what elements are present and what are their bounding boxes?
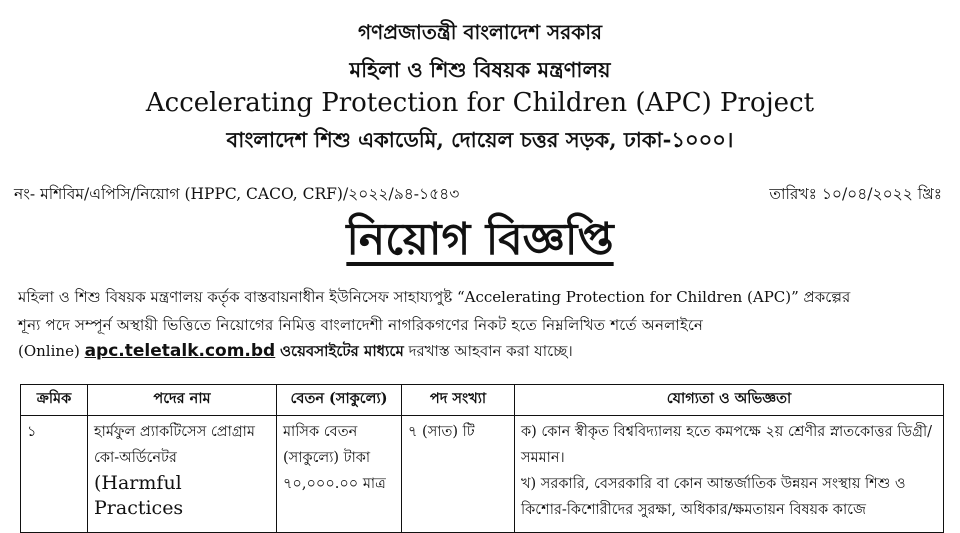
notice-headline (0, 206, 960, 279)
headline-text: নিয়োগ বিজ্ঞপ্তি (346, 214, 614, 265)
post-name-bn: হার্মফুল প্র্যাকটিসেস প্রোগ্রাম কো-অর্ডিনেটর (94, 424, 255, 466)
intro-line-1: মহিলা ও শিশু বিষয়ক মন্ত্রণালয় কর্তৃক বাস্তবায়নাধীন ইউনিসেফ সাহায্যপুষ্ট “Accelerating Protection for Children (APC)” প্রকল্পের (18, 288, 851, 306)
online-label: (Online) (18, 342, 80, 360)
website-note: ওয়েবসাইটের মাধ্যমে (280, 342, 404, 360)
salary-cell: মাসিক বেতন (সাকুল্যে) টাকা ৭০,০০০.০০ মাত্র (277, 416, 402, 533)
post-name-cell (88, 416, 277, 533)
qualification-b: খ) সরকারি, বেসরকারি বা কোন আন্তর্জাতিক উন্নয়ন সংস্থায় শিশু ও কিশোর-কিশোরীদের সুরক্ষা, অধিকার/ক্ষমতায়ন বিষয়ক কাজে (521, 476, 906, 518)
intro-line-3 (18, 340, 938, 365)
table-row (21, 416, 944, 533)
ministry-title: মহিলা ও শিশু বিষয়ক মন্ত্রণালয় (349, 57, 611, 82)
office-address: বাংলাদেশ শিশু একাডেমি, দোয়েল চত্তর সড়ক, ঢাকা-১০০০। (226, 127, 734, 152)
col-post-count: পদ সংখ্যা (402, 385, 515, 416)
post-count-cell: ৭ (সাত) টি (402, 416, 515, 533)
intro-line-2: শূন্য পদে সম্পূর্ন অস্থায়ী ভিত্তিতে নিয়োগের নিমিত্ত বাংলাদেশী নাগরিকগণের নিকট হতে নিম্নলিখিত শর্তে অনলাইনে (18, 316, 704, 334)
memo-number: নং- মশিবিম/এপিসি/নিয়োগ (HPPC, CACO, CRF)/২০২২/৯৪-১৫৪৩ (14, 185, 460, 203)
posts-table (20, 384, 944, 533)
col-serial: ক্রমিক (21, 385, 88, 416)
qualification-a: ক) কোন স্বীকৃত বিশ্ববিদ্যালয় হতে কমপক্ষে ২য় শ্রেণীর স্নাতকোত্তর ডিগ্রী/সমমান। (521, 424, 932, 466)
government-title: গণপ্রজাতন্ত্রী বাংলাদেশ সরকার (358, 20, 602, 44)
application-note: দরখাস্ত আহবান করা যাচ্ছে। (408, 342, 573, 360)
project-title: Accelerating Protection for Children (APC) Project (145, 88, 815, 118)
portal-link[interactable]: apc.teletalk.com.bd (84, 341, 276, 361)
qualification-cell (515, 416, 944, 533)
col-qualification: যোগ্যতা ও অভিজ্ঞতা (515, 385, 944, 416)
serial-cell: ১ (21, 416, 88, 533)
table-header-row (21, 385, 944, 416)
col-post-name: পদের নাম (88, 385, 277, 416)
post-name-en: (Harmful Practices (94, 472, 184, 519)
col-salary: বেতন (সাকুল্যে) (277, 385, 402, 416)
memo-date: তারিখঃ ১০/০৪/২০২২ খ্রিঃ (769, 185, 942, 203)
